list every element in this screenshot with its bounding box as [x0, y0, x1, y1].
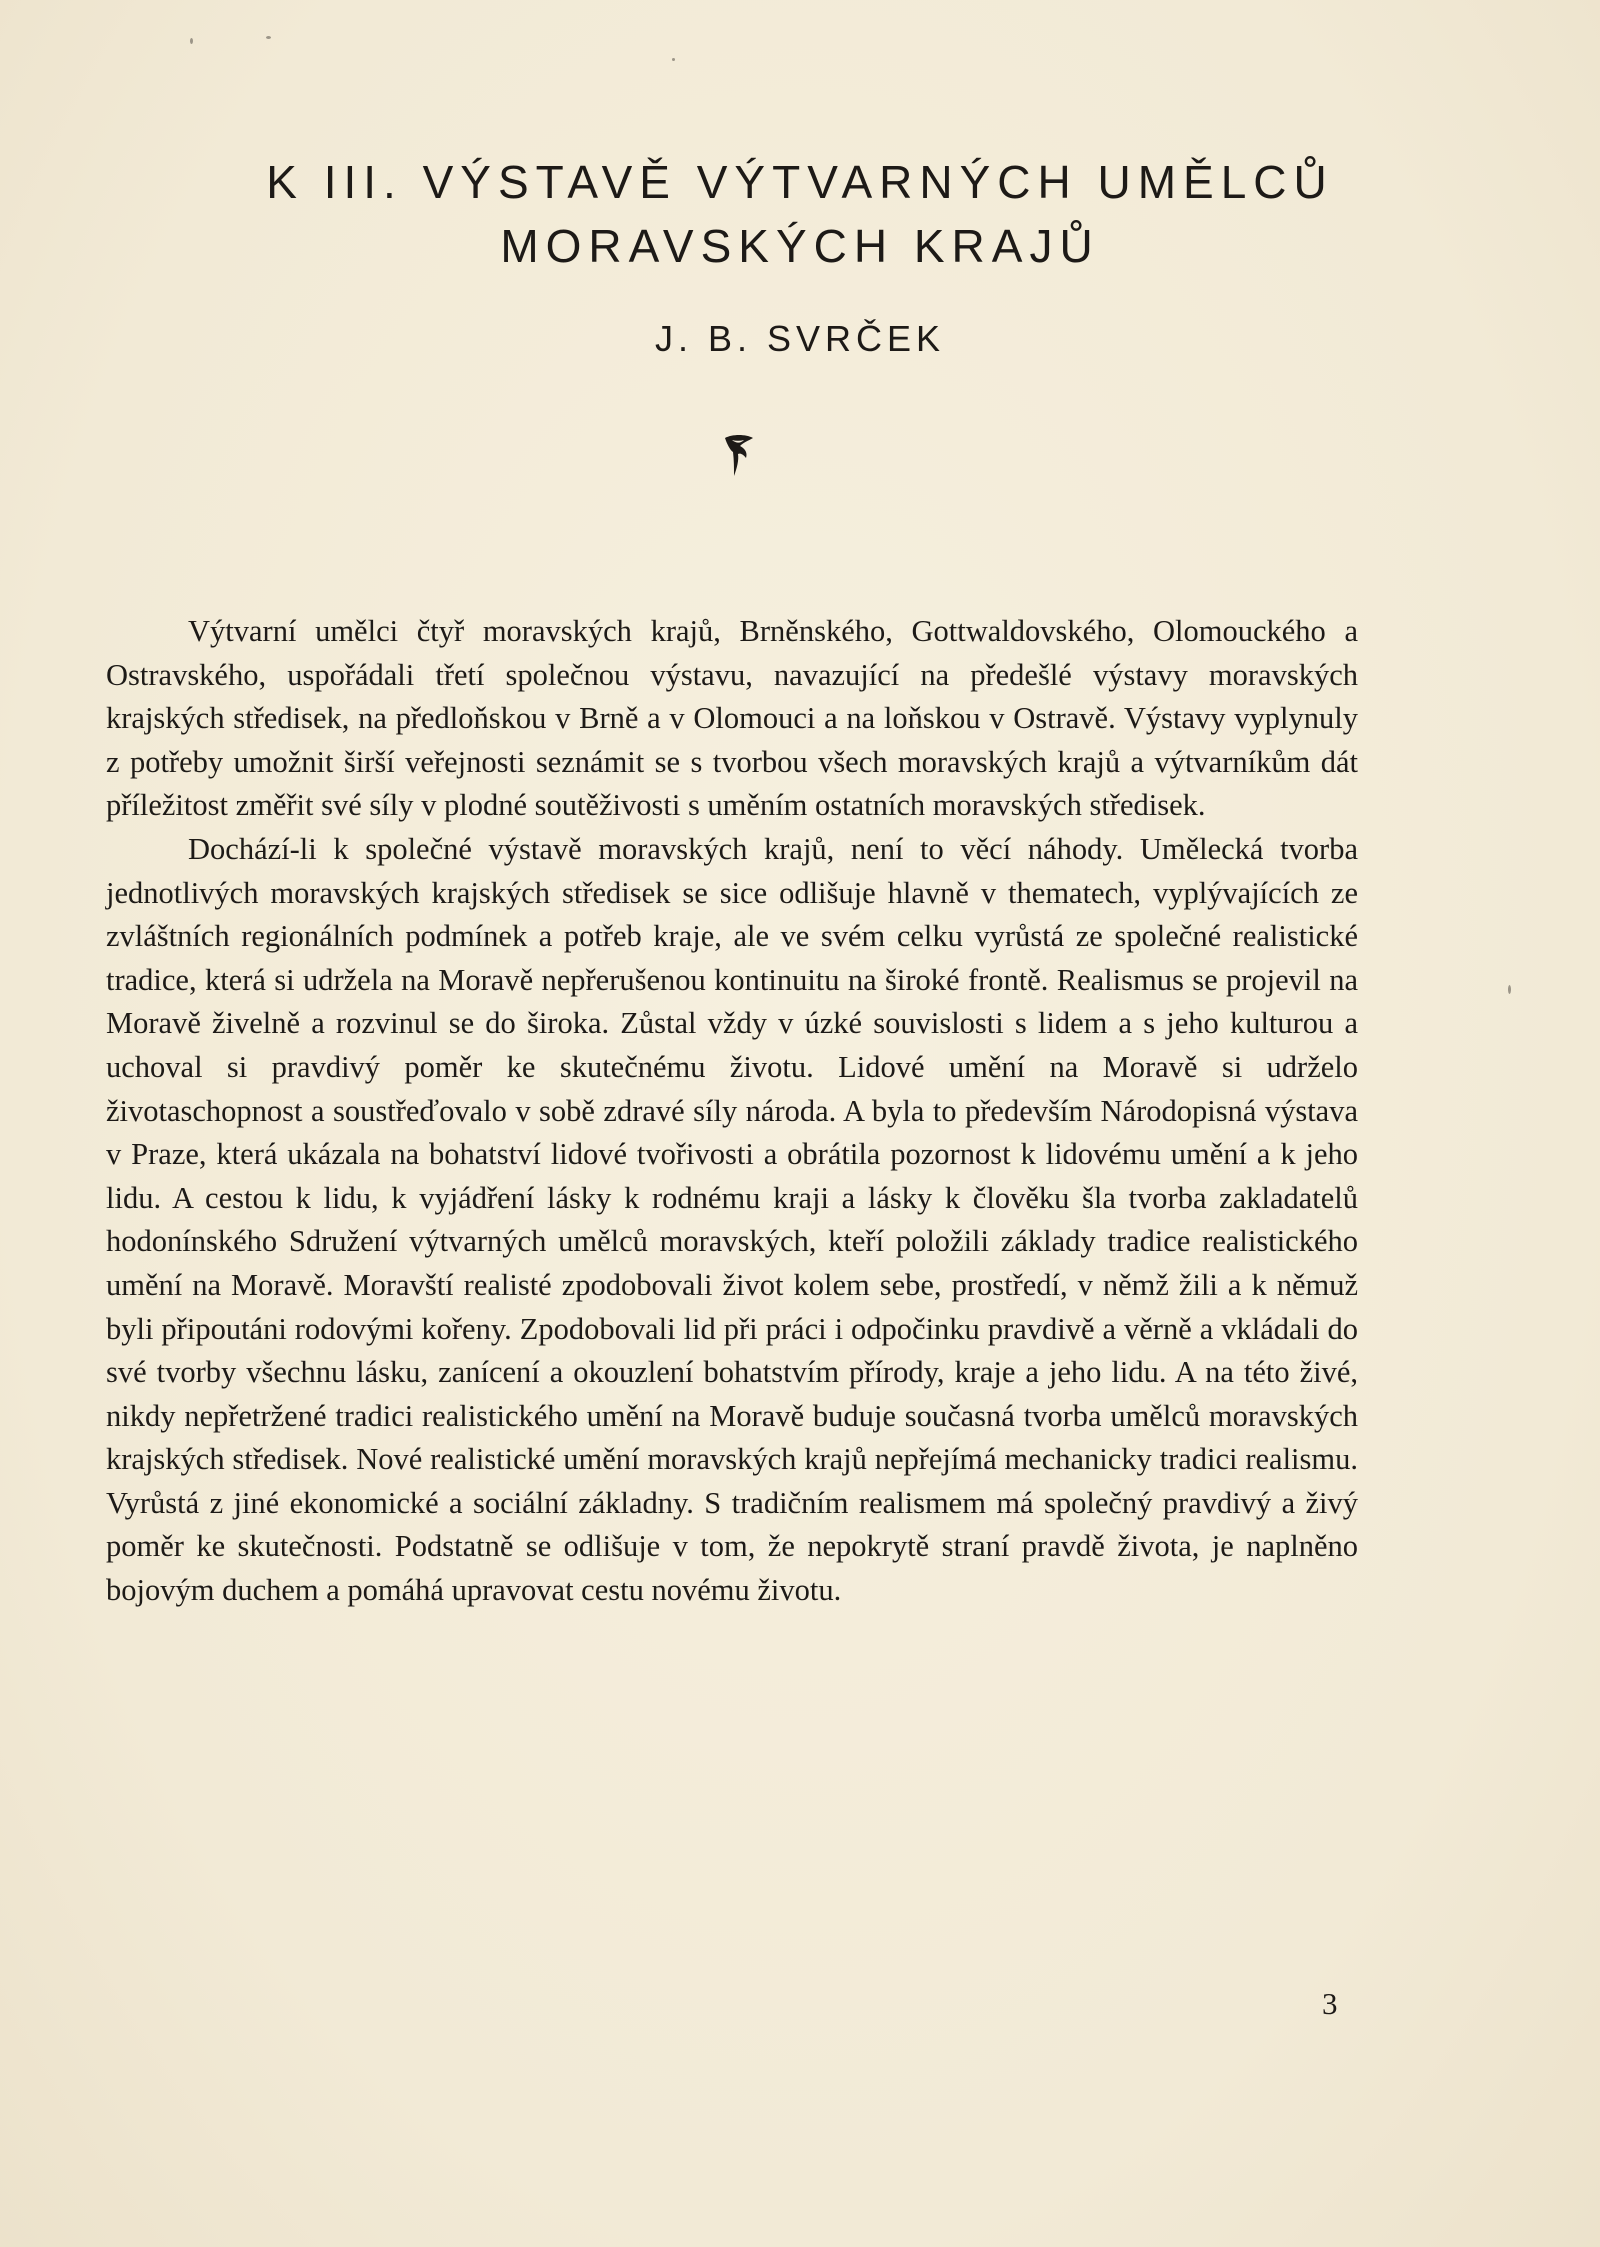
page-number: 3 [1322, 1986, 1338, 2021]
paper-speck [672, 58, 675, 61]
paper-speck [266, 36, 271, 39]
paper-speck [1508, 985, 1511, 994]
paragraph-2: Dochází-li k společné výstavě moravských krajů, není to věcí náhody. Umělecká tvorba jednotlivých moravských krajských středisek se sice odlišuje hlavně v thematech, vyplývajících ze zvláštních regionálních podmínek a potřeb kraje, ale ve svém celku vyrůstá ze společné realistické tradice, která si udržela na Moravě nepřerušenou kontinuitu na široké frontě. Realismus se projevil na Moravě živelně a rozvinul se do široka. Zůstal vždy v úzké souvislosti s lidem a s jeho kulturou a uchoval si pravdivý poměr ke skutečnému životu. Lidové umění na Moravě si udrželo životaschopnost a soustřeďovalo v sobě zdravé síly národa. A byla to především Národopisná výstava v Praze, která ukázala na bohatství lidové tvořivosti a obrátila pozornost k lidovému umění a k jeho lidu. A cestou k lidu, k vyjádření lásky k rodnému kraji a lásky k člověku šla tvorba zakladatelů hodonínského Sdružení výtvarných umělců moravských, kteří položili základy tradice realistického umění na Moravě. Moravští realisté zpodobovali život kolem sebe, prostředí, v němž žili a k němuž byli připoutáni rodovými kořeny. Zpodobovali lid při práci i odpočinku pravdivě a věrně a vkládali do své tvorby všechnu lásku, zanícení a okouzlení bohatstvím přírody, kraje a jeho lidu. A na této živé, nikdy nepřetržené tradici realistického umění na Moravě buduje současná tvorba umělců moravských krajských středisek. Nové realistické umění moravských krajů nepřejímá mechanicky tradici realismu. Vyrůstá z jiné ekonomické a sociální základny. S tradičním realismem má společný pravdivý a živý poměr ke skutečnosti. Podstatně se odlišuje v tom, že nepokrytě straní pravdě života, je naplněno bojovým duchem a pomáhá upravovat cestu novému životu. [106, 831, 1358, 1608]
article-author: J. B. SVRČEK [654, 318, 946, 359]
paper-speck [190, 38, 193, 44]
paragraph-1: Výtvarní umělci čtyř moravských krajů, Brněnského, Gottwaldovského, Olomouckého a Ostravského, uspořádali třetí společnou výstavu, navazující na předešlé výstavy moravských krajských středisek, na předloňskou v Brně a v Olomouci a na loňskou v Ostravě. Výstavy vyplynuly z potřeby umožnit širší veřejnosti seznámit se s tvorbou všech moravských krajů a výtvarníkům dát příležitost změřit své síly v plodné soutěživosti s uměním ostatních moravských středisek. [106, 614, 1358, 823]
floral-fleuron-icon [722, 432, 756, 478]
article-body [106, 610, 1358, 1613]
article-title-line-1: K III. VÝSTAVĚ VÝTVARNÝCH UMĚLCŮ [266, 156, 1334, 208]
article-title-line-2: MORAVSKÝCH KRAJŮ [500, 220, 1100, 272]
